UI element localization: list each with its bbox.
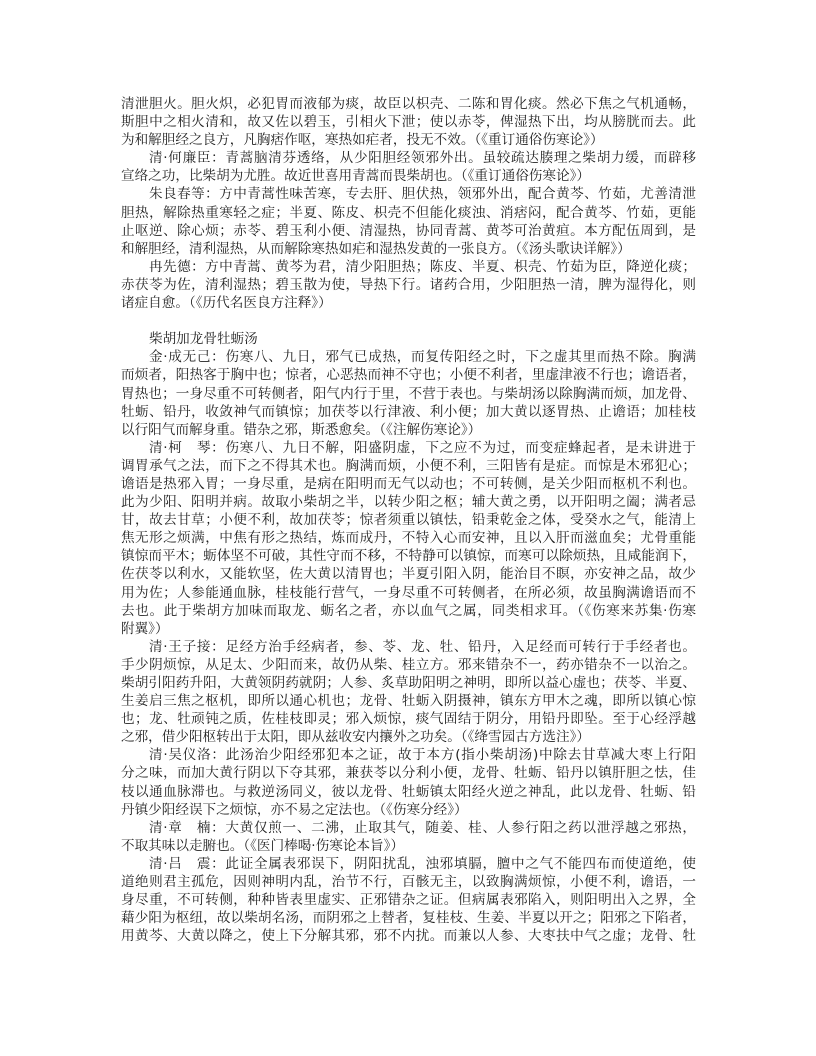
text-line: 甘，故去甘草；小便不利，故加茯苓；惊者须重以镇怯，铅秉乾金之体，受癸水之气，能清上: [121, 512, 696, 529]
text-line: 不取其味以走腑也。（《医门棒喝·伤寒论本旨》）: [121, 837, 404, 854]
text-line: 也；龙、牡顽钝之质，佐桂枝即灵；邪入烦惊，痰气固结于阴分，用铅丹即坠。至于心经浮越: [121, 711, 696, 728]
text-line: 柴胡引阳药升阳，大黄领阴药就阴；人参、炙草助阳明之神明，即所以益心虚也；茯苓、半夏、: [121, 675, 696, 691]
paragraph: [121, 348, 696, 438]
paragraph: [121, 258, 696, 312]
section-heading: [121, 330, 696, 348]
paragraph: [121, 746, 696, 818]
paragraph: [121, 819, 696, 855]
text-line: 用黄芩、大黄以降之，使上下分解其邪，邪不内扰。而兼以人参、大枣扶中气之虚；龙骨、牡: [121, 928, 696, 945]
text-line: 和解胆经，清利湿热，从而解除寒热如疟和湿热发黄的一张良方。（《汤头歌诀详解》）: [121, 240, 631, 257]
text-line: 镇惊而平木；蛎体坚不可破，其性守而不移，不特静可以镇惊，而寒可以除烦热，且咸能润下，: [121, 548, 696, 565]
text-line: 清·章 楠：大黄仅煎一、二沸，止取其气，随姜、桂、人参行阳之药以泄浮越之邪热，: [149, 819, 696, 836]
text-line: 去也。此于柴胡方加味而取龙、蛎名之者，亦以血气之属，同类相求耳。（《伤寒来苏集·伤寒: [121, 602, 696, 619]
text-line: 手少阴烦惊，从足太、少阳而来，故仍从柴、桂立方。邪来错杂不一，药亦错杂不一以治之。: [121, 656, 696, 673]
text-line: 丹镇少阳经误下之烦惊，亦不易之定法也。（《伤寒分经》）: [121, 801, 468, 818]
paragraph: [121, 185, 696, 257]
text-line: 清·柯 琴：伤寒八、九日不解，阳盛阴虚，下之应不为过，而变症蜂起者，是未讲进于: [149, 439, 696, 456]
text-line: 金·成无己：伤寒八、九日，邪气已成热，而复传阳经之时，下之虚其里而热不除。胸满: [149, 349, 696, 366]
paragraph: [121, 638, 696, 747]
text-line: 生姜启三焦之枢机，即所以通心机也；龙骨、牡蛎入阴摄神，镇东方甲木之魂，即所以镇心惊: [121, 693, 696, 710]
text-line: 清·王子接：足经方治手经病者，参、苓、龙、牡、铅丹，入足经而可转行于手经者也。: [149, 638, 696, 655]
text-line: 佐茯苓以利水，又能软坚，佐大黄以清胃也；半夏引阳入阴，能治目不瞑，亦安神之品，故少: [121, 566, 696, 583]
text-line: 藉少阳为枢纽，故以柴胡名汤，而阴邪之上替者，复桂枝、生姜、半夏以开之；阳邪之下陷者，: [121, 910, 696, 927]
paragraph: [121, 855, 696, 945]
text-line: 赤茯苓为佐，清利湿热；碧玉散为使，导热下行。诸药合用，少阳胆热一清，脾为湿得化，则: [121, 276, 696, 293]
text-line: 用为佐；人参能通血脉，桂枝能行营气，一身尽重不可转侧者，在所必须，故虽胸满谵语而不: [121, 584, 696, 601]
text-line: 止呕逆、除心烦；赤苓、碧玉利小便、清湿热，协同青蒿、黄芩可治黄疸。本方配伍周到，是: [121, 222, 696, 239]
text-line: 冉先德：方中青蒿、黄芩为君，清少阳胆热；陈皮、半夏、枳壳、竹茹为臣，降逆化痰；: [149, 258, 696, 275]
document-page: [121, 95, 696, 945]
text-line: 枝以通血脉滞也。与救逆汤同义，彼以龙骨、牡蛎镇太阳经火逆之神乱，此以龙骨、牡蛎、铅: [121, 783, 696, 800]
text-line: 调胃承气之法，而下之不得其术也。胸满而烦，小便不利，三阳皆有是症。而惊是木邪犯心；: [121, 457, 696, 474]
paragraph: [121, 439, 696, 638]
text-line: 以行阳气而解身重。错杂之邪，斯悉愈矣。（《注解伤寒论》）: [121, 421, 482, 438]
text-line: 附翼》）: [121, 620, 169, 637]
paragraph: [121, 95, 696, 149]
text-line: 分之味，而加大黄行阴以下夺其邪，兼获苓以分利小便，龙骨、牡蛎、铅丹以镇肝胆之怯，佳: [121, 765, 696, 782]
text-line: 斯胆中之相火清和，故又佐以碧玉，引相火下泄；使以赤苓，俾湿热下出，均从膀胱而去。此: [121, 114, 696, 131]
text-line: 朱良春等：方中青蒿性味苦寒，专去肝、胆伏热，领邪外出，配合黄芩、竹茹，尤善清泄: [149, 186, 696, 203]
text-line: 牡蛎、铅丹，收敛神气而镇惊；加茯苓以行津液、利小便；加大黄以逐胃热、止谵语；加桂枝: [121, 403, 696, 420]
text-line: 胆热，解除热重寒轻之症；半夏、陈皮、枳壳不但能化痰浊、消痞闷，配合黄芩、竹茹，更能: [121, 204, 696, 221]
text-line: 之邪，借少阳枢转出于太阳，即从兹收安内攘外之功矣。（《绛雪园古方选注》）: [121, 729, 590, 746]
text-line: 清·吕 震：此证全属表邪误下，阴阳扰乱，浊邪填膈，膻中之气不能四布而使道绝，使: [149, 855, 696, 872]
paragraph: [121, 149, 696, 185]
text-line: 为和解胆经之良方，凡胸痞作呕，寒热如疟者，投无不效。（《重订通俗伤寒论》）: [121, 132, 604, 149]
text-line: 焦无形之烦满，中焦有形之热结，炼而成丹，不特入心而安神，且以入肝而滋血矣；尤骨重能: [121, 530, 696, 547]
text-line: 清泄胆火。胆火炽，必犯胃而液郁为痰，故臣以枳壳、二陈和胃化痰。然必下焦之气机通畅，: [121, 96, 696, 112]
text-line: 而烦者，阳热客于胸中也；惊者，心恶热而神不守也；小便不利者，里虚津液不行也；谵语者，: [121, 367, 696, 384]
text-line: 身尽重，不可转侧，种种皆表里虚实、正邪错杂之证。但病属表邪陷入，则阳明出入之界，全: [121, 892, 696, 909]
text-line: 谵语是热邪入胃；一身尽重，是病在阳明而无气以动也；不可转侧，是关少阳而枢机不利也。: [121, 475, 696, 492]
text-line: 清·何廉臣：青蒿脑清芬透络，从少阳胆经领邪外出。虽较疏达腠理之柴胡力缓，而辟移: [149, 150, 696, 167]
text-line: 胃热也；一身尽重不可转侧者，阳气内行于里，不营于表也。与柴胡汤以除胸满而烦，加龙骨、: [121, 385, 696, 402]
text-line: 诸症自愈。（《历代名医良方注释》）: [121, 295, 332, 312]
text-line: 道绝则君主孤危，因则神明内乱，治节不行，百骸无主，以致胸满烦惊，小便不利，谵语，一: [121, 874, 696, 891]
text-line: 宣络之功，比柴胡为尤胜。故近世喜用青蒿而畏柴胡也。（《重订通俗伤寒论》）: [121, 168, 590, 185]
text-line: 柴胡加龙骨牡蛎汤: [149, 331, 258, 348]
text-line: 此为少阳、阳明并病。故取小柴胡之半，以转少阳之枢；辅大黄之勇，以开阳明之阖；满者忌: [121, 494, 696, 511]
blank-line: [121, 312, 696, 330]
text-line: 清·吴仪洛：此汤治少阳经邪犯本之证，故于本方(指小柴胡汤)中除去甘草减大枣上行阳: [149, 747, 696, 764]
